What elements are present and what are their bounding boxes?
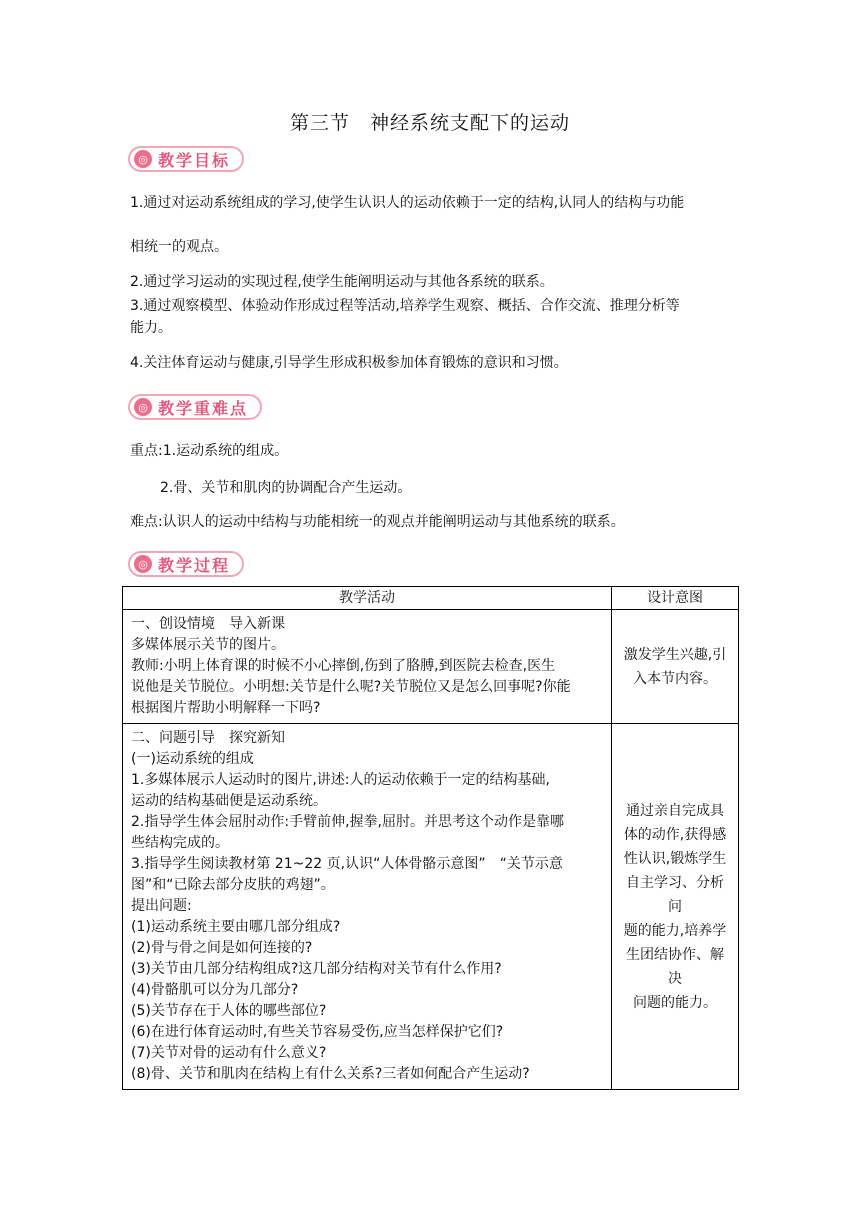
table-header: 设计意图 — [612, 587, 739, 610]
activity-line: (7)关节对骨的运动有什么意义? — [131, 1045, 327, 1061]
section-badge-goals — [128, 146, 244, 172]
process-table — [122, 586, 739, 1090]
section-label: 教学目标 — [158, 150, 231, 170]
page-title: 第三节 神经系统支配下的运动 — [289, 112, 570, 134]
activity-line: (8)骨、关节和肌肉在结构上有什么关系?三者如何配合产生运动? — [131, 1066, 530, 1082]
activity-line: (一)运动系统的组成 — [131, 751, 254, 767]
section-icon: ◎ — [134, 555, 152, 573]
section-badge-process — [128, 551, 244, 577]
goal-line: 1.通过对运动系统组成的学习,使学生认识人的运动依赖于一定的结构,认同人的结构与功能 — [130, 195, 685, 211]
key-line: 难点:认识人的运动中结构与功能相统一的观点并能阐明运动与其他系统的联系。 — [130, 514, 625, 530]
key-line: 重点:1.运动系统的组成。 — [130, 443, 289, 459]
activity-line: (5)关节存在于人体的哪些部位? — [131, 1003, 327, 1019]
activity-line: 多媒体展示关节的图片。 — [131, 637, 285, 653]
intent-cell — [612, 724, 739, 1090]
activity-line: 图”和“已除去部分皮肤的鸡翅”。 — [131, 877, 335, 893]
activity-line: (2)骨与骨之间是如何连接的? — [131, 940, 313, 956]
intent-line: 问题的能力。 — [633, 994, 717, 1011]
goal-line: 能力。 — [130, 320, 172, 336]
section-label: 教学过程 — [158, 555, 231, 575]
activity-line: 根据图片帮助小明解释一下吗? — [131, 700, 321, 716]
activity-line: 3.指导学生阅读教材第 21~22 页,认识“人体骨骼示意图” “关节示意 — [131, 856, 563, 872]
goal-line: 相统一的观点。 — [130, 239, 228, 255]
intent-cell — [612, 610, 739, 724]
intent-line: 性认识,锻炼学生 — [623, 850, 727, 867]
section-icon: ◎ — [134, 398, 152, 416]
activity-cell — [123, 610, 612, 724]
table-row — [123, 610, 739, 724]
activity-line: (1)运动系统主要由哪几部分组成? — [131, 919, 341, 935]
activity-line: 2.指导学生体会屈肘动作:手臂前伸,握拳,屈肘。并思考这个动作是靠哪 — [131, 814, 564, 830]
activity-line: (4)骨骼肌可以分为几部分? — [131, 982, 299, 998]
activity-line: 一、创设情境 导入新课 — [131, 616, 285, 632]
activity-line: (3)关节由几部分结构组成?这几部分结构对关节有什么作用? — [131, 961, 502, 977]
section-badge-key — [128, 394, 262, 420]
intent-line: 通过亲自完成具 — [626, 802, 724, 819]
activity-line: 些结构完成的。 — [131, 835, 229, 851]
key-line: 2.骨、关节和肌肉的协调配合产生运动。 — [160, 480, 412, 496]
goal-line: 3.通过观察模型、体验动作形成过程等活动,培养学生观察、概括、合作交流、推理分析等 — [130, 298, 680, 314]
intent-line: 激发学生兴趣,引 — [623, 646, 727, 663]
activity-line: 提出问题: — [131, 898, 192, 914]
intent-line: 题的能力,培养学 — [623, 922, 727, 939]
table-header: 教学活动 — [123, 587, 612, 610]
intent-line: 入本节内容。 — [633, 670, 717, 687]
section-icon: ◎ — [134, 150, 152, 168]
section-label: 教学重难点 — [158, 398, 249, 418]
activity-cell — [123, 724, 612, 1090]
goal-line: 4.关注体育运动与健康,引导学生形成积极参加体育锻炼的意识和习惯。 — [130, 355, 568, 371]
intent-line: 自主学习、分析问 — [626, 874, 724, 915]
intent-line: 生团结协作、解决 — [626, 946, 724, 987]
activity-line: 运动的结构基础便是运动系统。 — [131, 793, 327, 809]
activity-line: 1.多媒体展示人运动时的图片,讲述:人的运动依赖于一定的结构基础, — [131, 772, 550, 788]
activity-line: 二、问题引导 探究新知 — [131, 730, 285, 746]
goal-line: 2.通过学习运动的实现过程,使学生能阐明运动与其他各系统的联系。 — [130, 274, 554, 290]
activity-line: 教师:小明上体育课的时候不小心摔倒,伤到了胳膊,到医院去检查,医生 — [131, 658, 556, 674]
activity-line: (6)在进行体育运动时,有些关节容易受伤,应当怎样保护它们? — [131, 1024, 504, 1040]
activity-line: 说他是关节脱位。小明想:关节是什么呢?关节脱位又是怎么回事呢?你能 — [131, 679, 571, 695]
intent-line: 体的动作,获得感 — [623, 826, 727, 843]
table-row — [123, 724, 739, 1090]
